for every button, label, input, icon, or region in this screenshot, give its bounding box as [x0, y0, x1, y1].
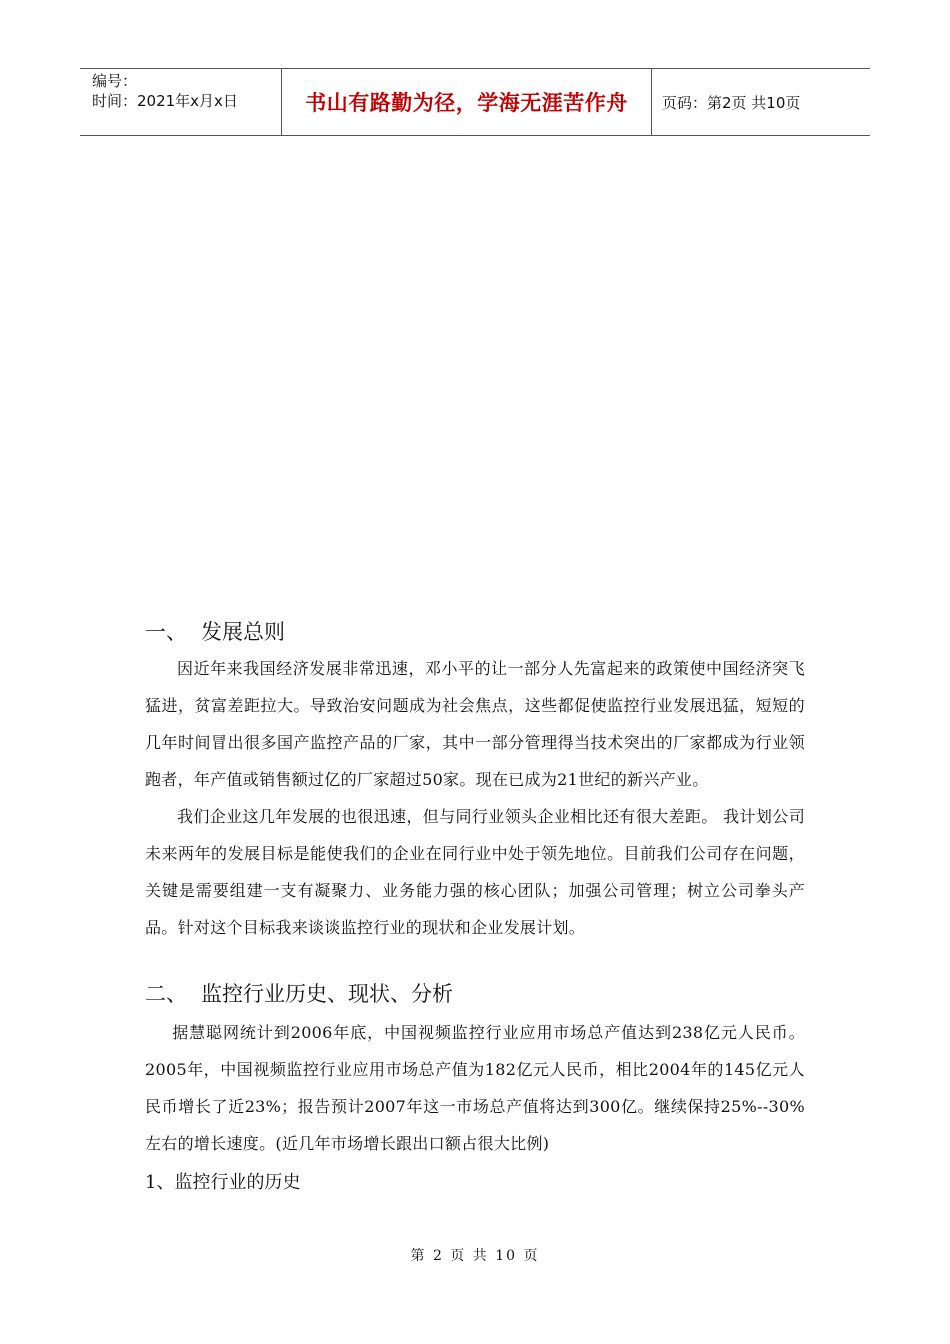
- document-number: 编号：: [92, 72, 138, 90]
- page-header: [80, 68, 870, 136]
- section-heading: [145, 978, 805, 1010]
- section-number: 二、: [145, 982, 187, 1006]
- section-title: 发展总则: [201, 620, 285, 644]
- document-body: [145, 616, 805, 1198]
- subheading: 1、监控行业的历史: [145, 1172, 301, 1193]
- paragraph: 因近年来我国经济发展非常迅速，邓小平的让一部分人先富起来的政策使中国经济突飞猛进，贫富差距拉大。导致治安问题成为社会焦点，这些都促使监控行业发展迅猛，短短的几年时间冒出很多国产监控产品的厂家，其中一部分管理得当技术突出的厂家都成为行业领跑者，年产值或销售额过亿的厂家超过50家。现在已成为21世纪的新兴产业。: [145, 659, 805, 789]
- header-motto: 书山有路勤为径，学海无涯苦作舟: [282, 69, 652, 135]
- header-meta: [80, 69, 282, 135]
- section-number: 一、: [145, 620, 187, 644]
- header-page-info: 页码：第2页 共10页: [662, 93, 801, 112]
- document-date: 时间：2021年x月x日: [92, 92, 238, 110]
- section-industry-analysis: [145, 978, 805, 1198]
- section-title: 监控行业历史、现状、分析: [201, 982, 453, 1006]
- paragraph: 据慧聪网统计到2006年底，中国视频监控行业应用市场总产值达到238亿元人民币。2005年，中国视频监控行业应用市场总产值为182亿元人民币，相比2004年的145亿元人民币增长了近23%；报告预计2007年这一市场总产值将达到300亿。继续保持25%--30%左右的增长速度。(近几年市场增长跟出口额占很大比例): [145, 1023, 805, 1153]
- paragraph: 我们企业这几年发展的也很迅速，但与同行业领头企业相比还有很大差距。 我计划公司未来两年的发展目标是能使我们的企业在同行业中处于领先地位。目前我们公司存在问题，关键是需要组建一支有凝聚力、业务能力强的核心团队；加强公司管理；树立公司拳头产品。针对这个目标我来谈谈监控行业的现状和企业发展计划。: [145, 807, 805, 937]
- section-development-principles: [145, 616, 805, 946]
- page-footer: 第 2 页 共 10 页: [410, 1248, 540, 1264]
- section-heading: [145, 616, 805, 648]
